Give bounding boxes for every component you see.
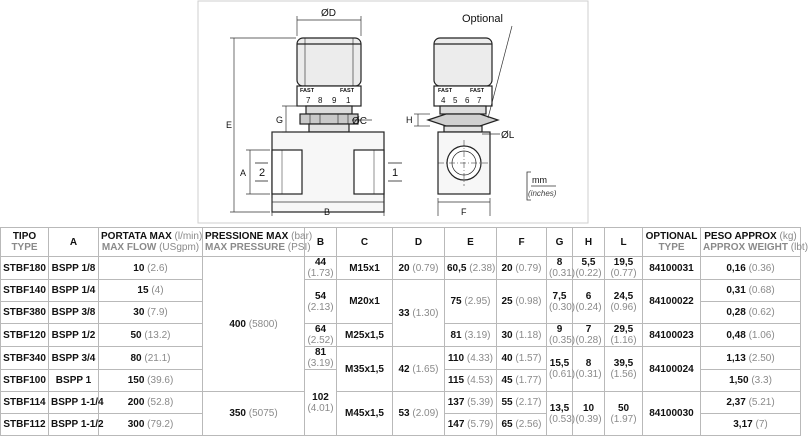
units-inches-label: (inches): [528, 189, 557, 198]
header-a: A: [49, 228, 99, 257]
dimension-C-label: ØC: [352, 116, 367, 127]
cell-h: 10 (0.39): [573, 392, 605, 436]
header-c: C: [337, 228, 393, 257]
cell-d: 33 (1.30): [393, 280, 445, 347]
table-row: [1, 257, 801, 280]
side-dial-number: 5: [453, 96, 458, 105]
cell-flow: 150 (39.6): [99, 370, 203, 392]
cell-f: 20 (0.79): [497, 257, 547, 280]
cell-a: BSPP 3/8: [49, 302, 99, 324]
cell-tipo: STBF340: [1, 347, 49, 370]
cell-e: 137 (5.39): [445, 392, 497, 414]
dimension-L-label: ØL: [501, 130, 515, 141]
cell-l: 39,5 (1.56): [605, 347, 643, 392]
dimension-A-label: A: [240, 168, 247, 178]
cell-a: BSPP 1/2: [49, 324, 99, 347]
side-fast-right-label: FAST: [470, 88, 485, 94]
table-header-row: [1, 228, 801, 257]
header-e: E: [445, 228, 497, 257]
cell-tipo: STBF180: [1, 257, 49, 280]
front-dial-number: 1: [346, 96, 351, 105]
cell-a: BSPP 1/4: [49, 280, 99, 302]
cell-tipo: STBF114: [1, 392, 49, 414]
cell-peso: 1,13 (2.50): [701, 347, 801, 370]
cell-b: 54 (2.13): [305, 280, 337, 324]
optional-label: Optional: [462, 13, 503, 25]
cell-e: 75 (2.95): [445, 280, 497, 324]
side-dial-number: 6: [465, 96, 470, 105]
cell-peso: 0,16 (0.36): [701, 257, 801, 280]
optional-panel-nut: [428, 114, 498, 126]
header-pressione: PRESSIONE MAX (bar) MAX PRESSURE (PSI): [203, 228, 305, 257]
cell-e: 147 (5.79): [445, 414, 497, 436]
front-view: [272, 38, 384, 212]
cell-a: BSPP 1: [49, 370, 99, 392]
cell-g: 8 (0.31): [547, 257, 573, 280]
front-dial-number: 9: [332, 96, 337, 105]
cell-flow: 10 (2.6): [99, 257, 203, 280]
header-optional: OPTIONAL TYPE: [643, 228, 701, 257]
dimension-H-label: H: [406, 115, 413, 125]
cell-flow: 80 (21.1): [99, 347, 203, 370]
cell-f: 45 (1.77): [497, 370, 547, 392]
header-peso: PESO APPROX (kg) APPROX WEIGHT (lbt): [701, 228, 801, 257]
cell-d: 53 (2.09): [393, 392, 445, 436]
dimension-G-label: G: [276, 115, 284, 125]
cell-b: 44 (1.73): [305, 257, 337, 280]
cell-flow: 300 (79.2): [99, 414, 203, 436]
cell-h: 8 (0.31): [573, 347, 605, 392]
cell-c: M15x1: [337, 257, 393, 280]
cell-optional: 84100023: [643, 324, 701, 347]
specification-table: [0, 227, 808, 436]
side-fast-left-label: FAST: [438, 88, 453, 94]
cell-g: 7,5 (0.30): [547, 280, 573, 324]
cell-flow: 15 (4): [99, 280, 203, 302]
cell-flow: 30 (7.9): [99, 302, 203, 324]
cell-peso: 0,28 (0.62): [701, 302, 801, 324]
cell-c: M20x1: [337, 280, 393, 324]
cell-a: BSPP 1/8: [49, 257, 99, 280]
cell-l: 19,5 (0.77): [605, 257, 643, 280]
front-lock-nut: [300, 114, 358, 124]
front-fast-left-label: FAST: [300, 88, 315, 94]
cell-a: BSPP 1-1/2: [49, 414, 99, 436]
cell-tipo: STBF380: [1, 302, 49, 324]
cell-pressure: 350 (5075): [203, 392, 305, 436]
header-g: G: [547, 228, 573, 257]
cell-f: 30 (1.18): [497, 324, 547, 347]
cell-peso: 2,37 (5.21): [701, 392, 801, 414]
port-label-in: 2: [259, 167, 266, 179]
cell-f: 55 (2.17): [497, 392, 547, 414]
front-fast-right-label: FAST: [340, 88, 355, 94]
cell-h: 5,5 (0.22): [573, 257, 605, 280]
cell-g: 9 (0.35): [547, 324, 573, 347]
dimension-D: [297, 16, 361, 36]
side-dial-number: 4: [441, 96, 446, 105]
cell-g: 15,5 (0.61): [547, 347, 573, 392]
header-b: B: [305, 228, 337, 257]
header-f: F: [497, 228, 547, 257]
dimension-F-label: F: [461, 207, 467, 217]
side-view: [428, 38, 498, 194]
cell-peso: 0,31 (0.68): [701, 280, 801, 302]
port-label-out: 1: [392, 167, 399, 179]
dimension-E-label: E: [226, 120, 233, 130]
cell-h: 6 (0.24): [573, 280, 605, 324]
cell-a: BSPP 3/4: [49, 347, 99, 370]
cell-pressure: 400 (5800): [203, 257, 305, 392]
cell-h: 7 (0.28): [573, 324, 605, 347]
cell-g: 13,5 (0.53): [547, 392, 573, 436]
cell-tipo: STBF120: [1, 324, 49, 347]
header-l: L: [605, 228, 643, 257]
table-row: [1, 280, 801, 302]
cell-f: 40 (1.57): [497, 347, 547, 370]
cell-e: 81 (3.19): [445, 324, 497, 347]
cell-optional: 84100024: [643, 347, 701, 392]
cell-e: 110 (4.33): [445, 347, 497, 370]
cell-f: 25 (0.98): [497, 280, 547, 324]
cell-a: BSPP 1-1/4: [49, 392, 99, 414]
front-port-right: [354, 150, 384, 194]
table-row: [1, 347, 801, 370]
cell-flow: 200 (52.8): [99, 392, 203, 414]
cell-c: M35x1,5: [337, 347, 393, 392]
cell-b: 64 (2.52): [305, 324, 337, 347]
cell-tipo: STBF100: [1, 370, 49, 392]
header-portata: PORTATA MAX (l/min) MAX FLOW (USgpm): [99, 228, 203, 257]
cell-e: 115 (4.53): [445, 370, 497, 392]
cell-c: M25x1,5: [337, 324, 393, 347]
header-d: D: [393, 228, 445, 257]
units-mm-label: mm: [532, 175, 547, 185]
cell-d: 20 (0.79): [393, 257, 445, 280]
cell-flow: 50 (13.2): [99, 324, 203, 347]
front-dial-number: 7: [306, 96, 311, 105]
front-knob: [297, 38, 361, 86]
side-knob: [434, 38, 492, 86]
cell-optional: 84100030: [643, 392, 701, 436]
front-port-left: [272, 150, 302, 194]
cell-peso: 1,50 (3.3): [701, 370, 801, 392]
side-dial-number: 7: [477, 96, 482, 105]
header-tipo: TIPO TYPE: [1, 228, 49, 257]
cell-b: 81 (3.19): [305, 347, 337, 370]
table-row: [1, 392, 801, 414]
cell-peso: 3,17 (7): [701, 414, 801, 436]
front-dial-number: 8: [318, 96, 323, 105]
dimension-B-label: B: [324, 207, 331, 217]
cell-d: 42 (1.65): [393, 347, 445, 392]
header-h: H: [573, 228, 605, 257]
cell-optional: 84100022: [643, 280, 701, 324]
cell-c: M45x1,5: [337, 392, 393, 436]
cell-l: 29,5 (1.16): [605, 324, 643, 347]
cell-l: 24,5 (0.96): [605, 280, 643, 324]
cell-optional: 84100031: [643, 257, 701, 280]
cell-l: 50 (1.97): [605, 392, 643, 436]
dimension-D-label: ØD: [321, 8, 336, 19]
cell-peso: 0,48 (1.06): [701, 324, 801, 347]
cell-b: 102 (4.01): [305, 370, 337, 436]
cell-tipo: STBF140: [1, 280, 49, 302]
cell-e: 60,5 (2.38): [445, 257, 497, 280]
cell-tipo: STBF112: [1, 414, 49, 436]
cell-f: 65 (2.56): [497, 414, 547, 436]
dimension-A: [246, 150, 270, 194]
